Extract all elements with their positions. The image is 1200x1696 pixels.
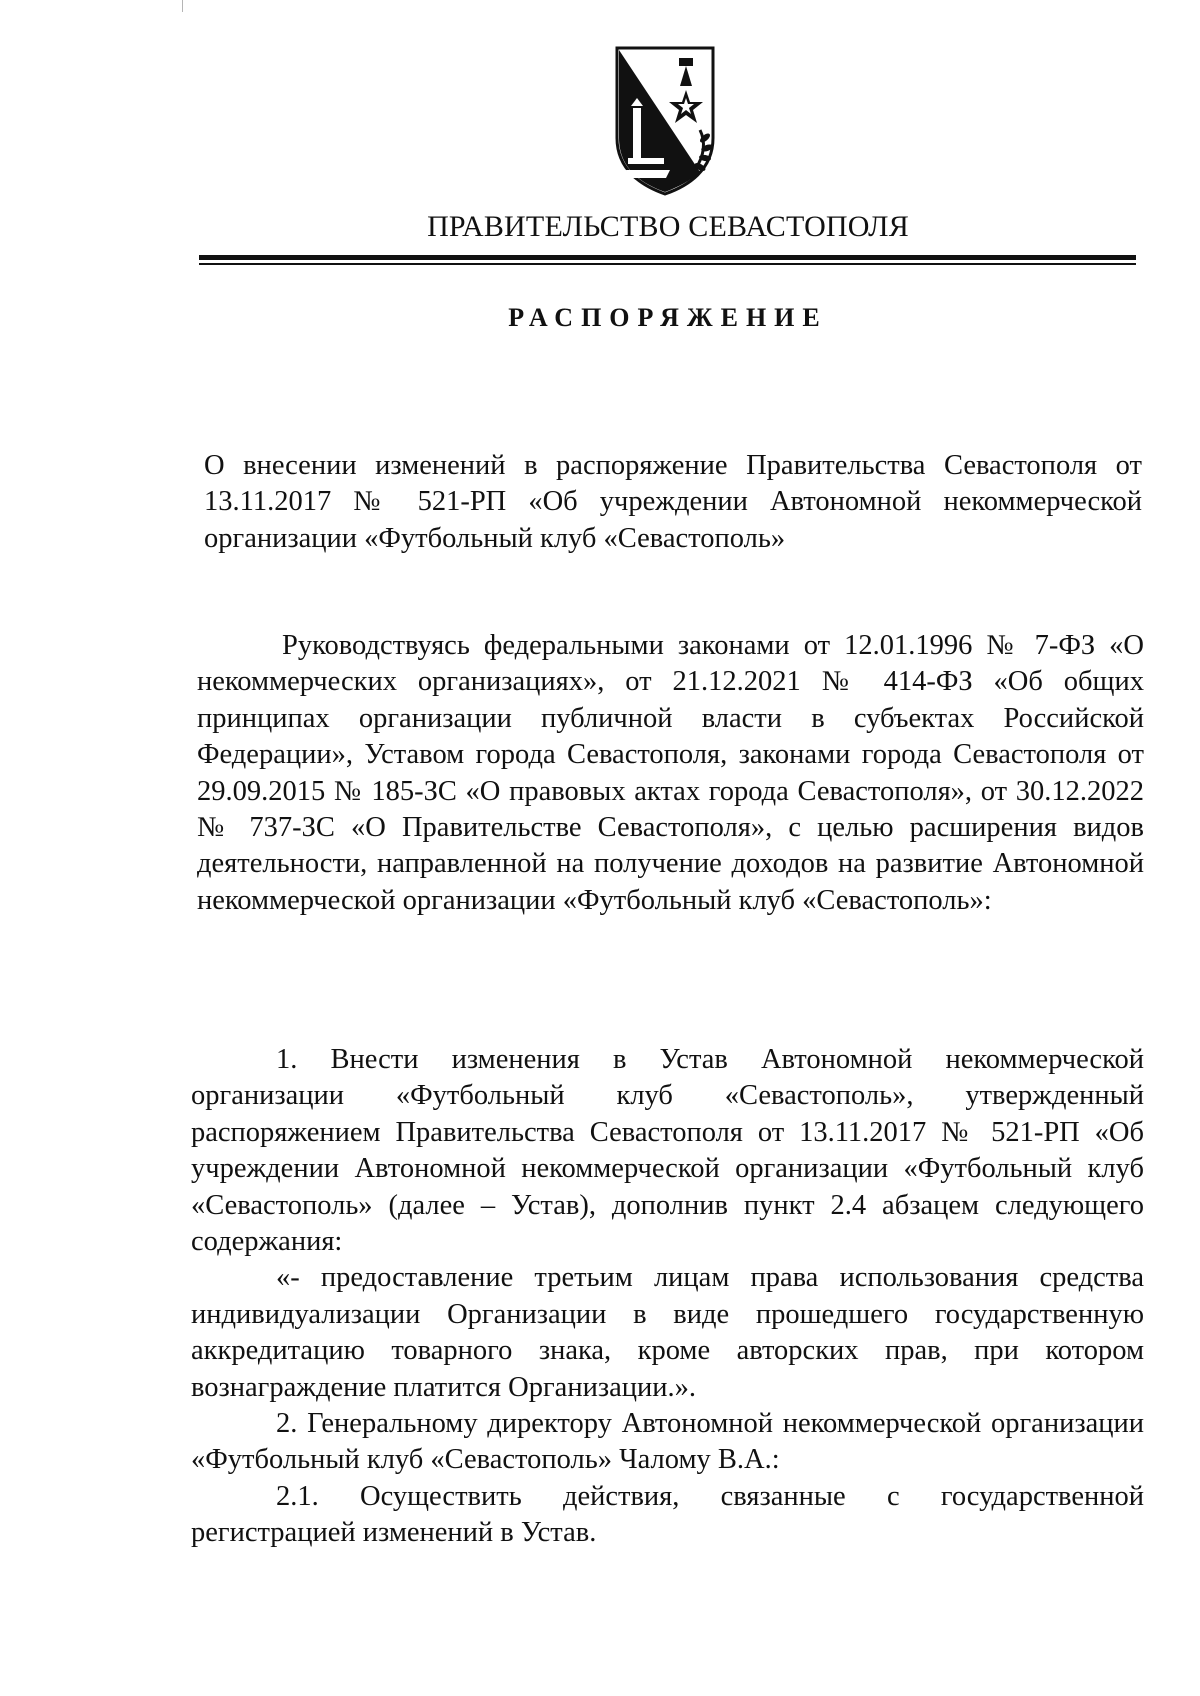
document-type-heading: РАСПОРЯЖЕНИЕ — [508, 303, 828, 332]
item-2-paragraph: 2. Генеральному директору Автономной некоммерческой организации «Футбольный клуб «Севастополь» Чалому В.А.: — [191, 1408, 1144, 1476]
decision-items-block — [191, 1042, 1144, 1552]
item-1-paragraph: 1. Внести изменения в Устав Автономной некоммерческой организации «Футбольный клуб «Севастополь», утвержденный распоряжением Правительства Севастополя от 13.11.2017 № 521-РП «Об учреждении Автономной некоммерческой организации «Футбольный клуб «Севастополь» (далее – Устав), дополнив пункт 2.4 абзацем следующего содержания: — [191, 1044, 1144, 1258]
preamble-block — [197, 628, 1144, 919]
header-thin-rule — [199, 263, 1136, 265]
page-edge-line — [182, 0, 183, 12]
document-title-block — [204, 448, 1142, 557]
coat-of-arms-emblem — [614, 46, 716, 196]
item-1-quoted-addition: «- предоставление третьим лицам права использования средства индивидуализации Организации в виде прошедшего государственную аккредитацию товарного знака, кроме авторских прав, при котором вознаграждение платится Организации.». — [191, 1262, 1144, 1403]
preamble-paragraph: Руководствуясь федеральными законами от 12.01.1996 № 7-ФЗ «О некоммерческих организациях», от 21.12.2021 № 414-ФЗ «Об общих принципах организации публичной власти в субъектах Российской Федерации», Уставом города Севастополя, законами города Севастополя от 29.09.2015 № 185-ЗС «О правовых актах города Севастополя», от 30.12.2022 № 737-ЗС «О Правительстве Севастополя», с целью расширения видов деятельности, направленной на получение доходов на развитие Автономной некоммерческой организации «Футбольный клуб «Севастополь»: — [197, 630, 1144, 916]
document-title: О внесении изменений в распоряжение Правительства Севастополя от 13.11.2017 № 521-РП «Об учреждении Автономной некоммерческой организации «Футбольный клуб «Севастополь» — [204, 450, 1142, 554]
header-thick-rule — [199, 255, 1136, 260]
government-name-heading: ПРАВИТЕЛЬСТВО СЕВАСТОПОЛЯ — [427, 210, 909, 243]
item-2-1-paragraph: 2.1. Осуществить действия, связанные с государственной регистрацией изменений в Устав. — [191, 1480, 1144, 1549]
